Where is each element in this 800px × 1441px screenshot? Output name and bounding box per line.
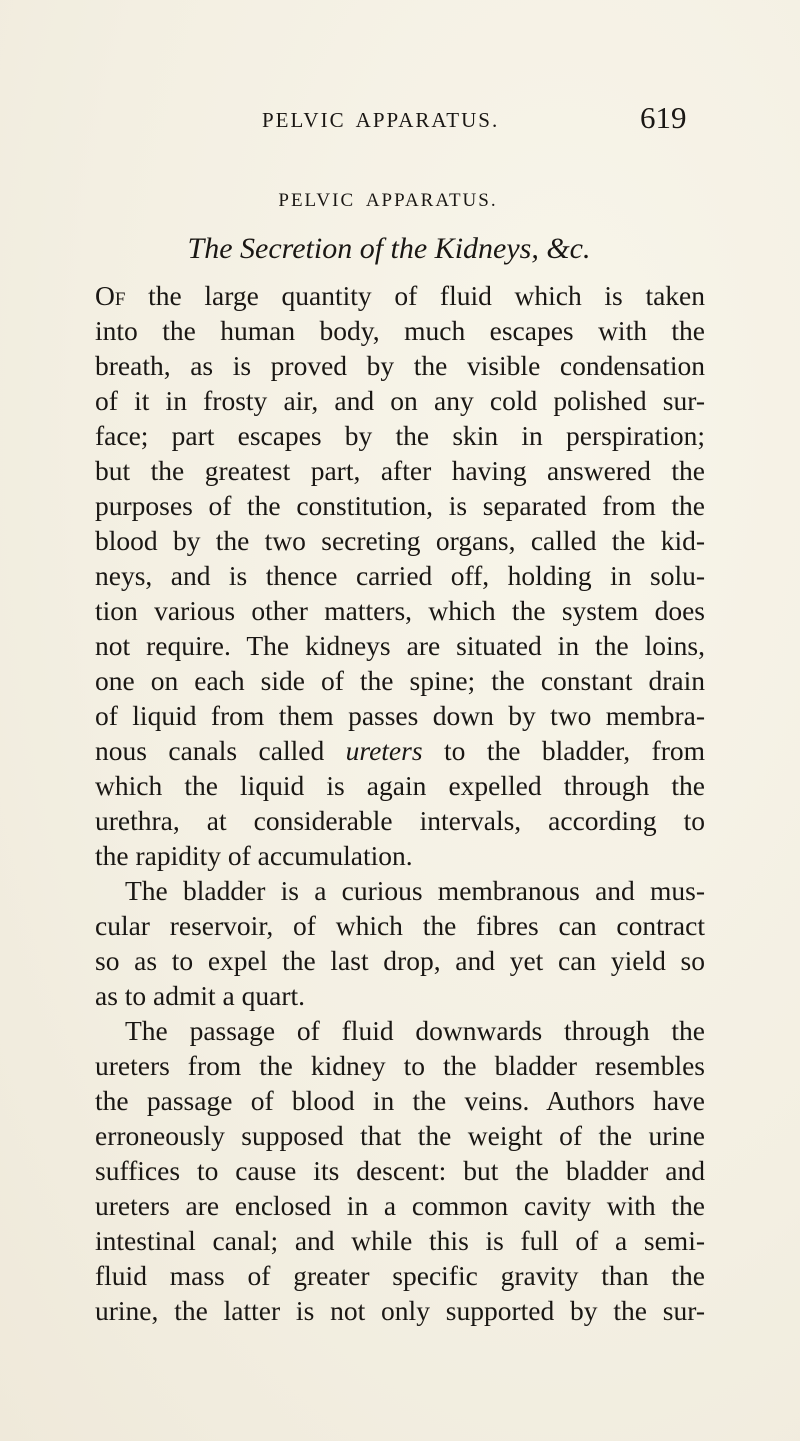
text-line: the rapidity of accumulation. [95, 840, 413, 871]
text-line: into the human body, much escapes with the [95, 315, 705, 346]
text-line: ureters from the kidney to the bladder resembles [95, 1050, 705, 1081]
text-line: of liquid from them passes down by two membra- [95, 700, 705, 731]
text-line: tion various other matters, which the system does [95, 595, 705, 626]
text-line: of it in frosty air, and on any cold polished sur- [95, 385, 705, 416]
text-line: suffices to cause its descent: but the bladder and [95, 1155, 705, 1186]
text-line: breath, as is proved by the visible condensation [95, 350, 705, 381]
text-line: Of the large quantity of fluid which is taken [95, 280, 705, 311]
text-line: intestinal canal; and while this is full of a semi- [95, 1225, 705, 1256]
text-line: purposes of the constitution, is separated from the [95, 490, 705, 521]
italic-term: ureters [345, 735, 423, 766]
text-line: The passage of fluid downwards through the [125, 1015, 705, 1046]
text-line: neys, and is thence carried off, holding in solu- [95, 560, 705, 591]
text-line: urethra, at considerable intervals, according to [95, 805, 705, 836]
drop-word: Of [95, 280, 126, 311]
text-line: so as to expel the last drop, and yet can yield so [95, 945, 705, 976]
text-line: urine, the latter is not only supported by the sur- [95, 1295, 705, 1326]
section-title: PELVIC APPARATUS. [278, 190, 498, 211]
text-line: but the greatest part, after having answered the [95, 455, 705, 486]
running-head: PELVIC APPARATUS. [262, 108, 500, 132]
page-number: 619 [640, 100, 687, 135]
text-line: erroneously supposed that the weight of the urine [95, 1120, 705, 1151]
text-line: nous canals called ureters to the bladder, from [95, 735, 705, 766]
text-line: which the liquid is again expelled through the [95, 770, 705, 801]
text-line: the passage of blood in the veins. Authors have [95, 1085, 705, 1116]
section-subtitle: The Secretion of the Kidneys, &c. [187, 232, 591, 265]
text-line: cular reservoir, of which the fibres can contract [95, 910, 705, 941]
text-line: The bladder is a curious membranous and mus- [125, 875, 705, 906]
text-line: as to admit a quart. [95, 980, 306, 1011]
text-line: fluid mass of greater specific gravity than the [95, 1260, 705, 1291]
text-line: face; part escapes by the skin in perspiration; [95, 420, 705, 451]
text-line: ureters are enclosed in a common cavity with the [95, 1190, 705, 1221]
text-line: blood by the two secreting organs, called the kid- [95, 525, 705, 556]
body-text [95, 278, 705, 1328]
text-line: one on each side of the spine; the constant drain [95, 665, 705, 696]
text-line: not require. The kidneys are situated in the loins, [95, 630, 705, 661]
